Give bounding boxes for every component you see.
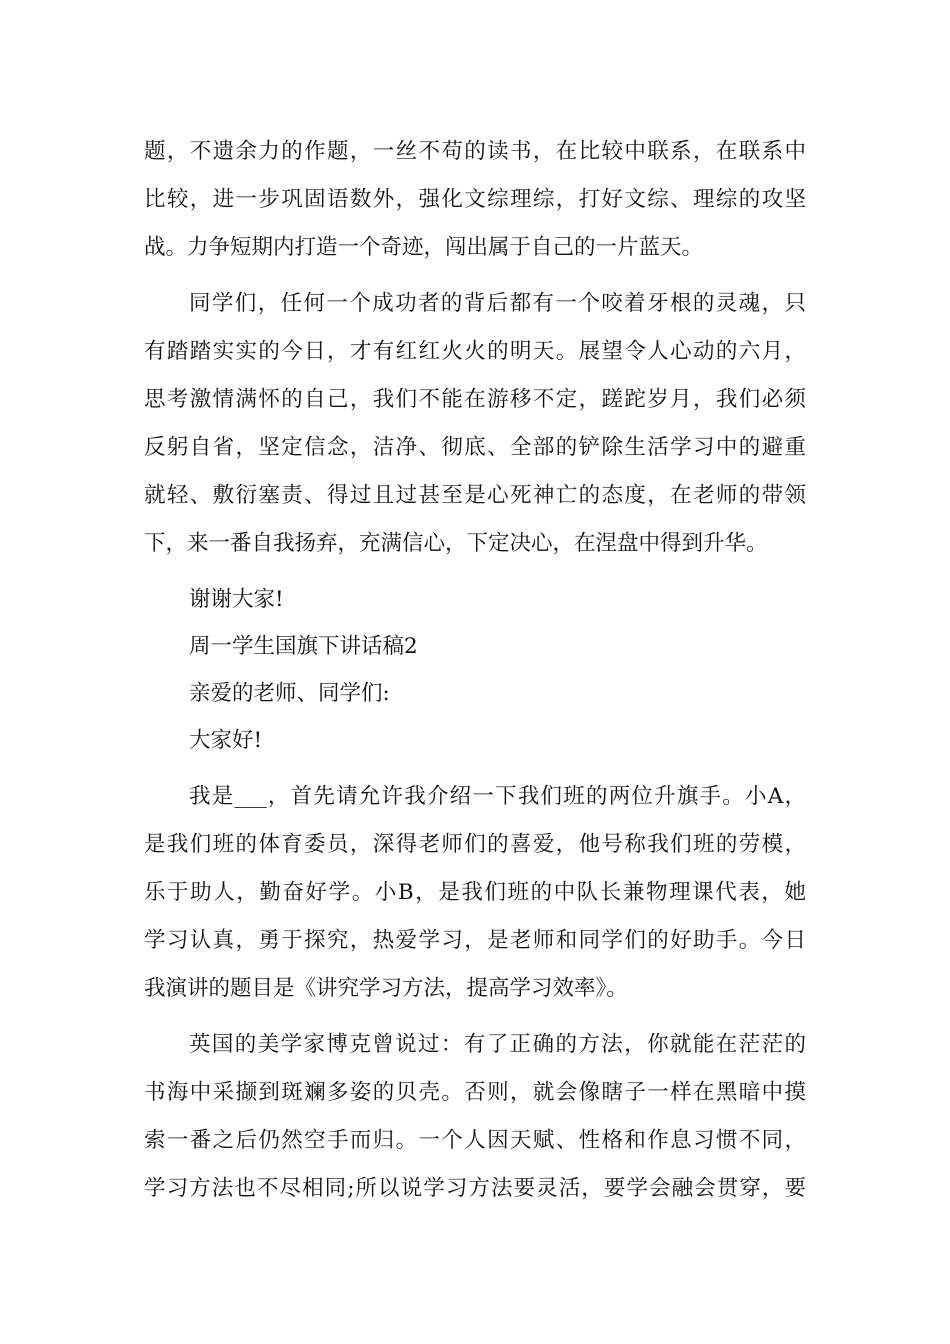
paragraph-line: 我是___，首先请允许我介绍一下我们班的两位升旗手。小A， [189, 784, 806, 809]
paragraph-line: 就轻、敷衍塞责、得过且过甚至是心死神亡的态度，在老师的带领 [144, 483, 806, 508]
paragraph-line: 学习方法也不尽相同;所以说学习方法要灵活，要学会融会贯穿，要 [144, 1176, 806, 1201]
greeting: 大家好! [189, 728, 263, 753]
paragraph-line: 反躬自省，坚定信念，洁净、彻底、全部的铲除生活学习中的避重 [144, 435, 806, 460]
paragraph-line: 英国的美学家博克曾说过：有了正确的方法，你就能在茫茫的 [189, 1032, 806, 1057]
paragraph-line: 书海中采撷到斑斓多姿的贝壳。否则，就会像瞎子一样在黑暗中摸 [144, 1080, 806, 1105]
paragraph-line: 战。力争短期内打造一个奇迹，闯出属于自己的一片蓝天。 [144, 235, 704, 260]
paragraph-line: 比较，进一步巩固语数外，强化文综理综，打好文综、理综的攻坚 [144, 187, 806, 212]
paragraph-line: 索一番之后仍然空手而归。一个人因天赋、性格和作息习惯不同， [144, 1128, 806, 1153]
paragraph-line: 题，不遗余力的作题，一丝不苟的读书，在比较中联系，在联系中 [144, 139, 806, 164]
paragraph-line: 是我们班的体育委员，深得老师们的喜爱，他号称我们班的劳模， [144, 832, 806, 857]
paragraph-line: 有踏踏实实的今日，才有红红火火的明天。展望令人心动的六月， [144, 339, 806, 364]
paragraph-line: 下，来一番自我扬弃，充满信心，下定决心，在涅盘中得到升华。 [144, 531, 768, 556]
paragraph-line: 同学们，任何一个成功者的背后都有一个咬着牙根的灵魂，只 [189, 291, 806, 316]
closing-line: 谢谢大家! [189, 587, 284, 612]
paragraph-line: 我演讲的题目是《讲究学习方法，提高学习效率》。 [144, 976, 628, 1001]
speech-title: 周一学生国旗下讲话稿2 [189, 634, 418, 659]
salutation: 亲爱的老师、同学们: [189, 681, 390, 706]
paragraph-line: 学习认真，勇于探究，热爱学习，是老师和同学们的好助手。今日 [144, 928, 806, 953]
paragraph-line: 思考激情满怀的自己，我们不能在游移不定，蹉跎岁月，我们必须 [144, 387, 806, 412]
paragraph-line: 乐于助人，勤奋好学。小B，是我们班的中队长兼物理课代表，她 [144, 880, 806, 905]
